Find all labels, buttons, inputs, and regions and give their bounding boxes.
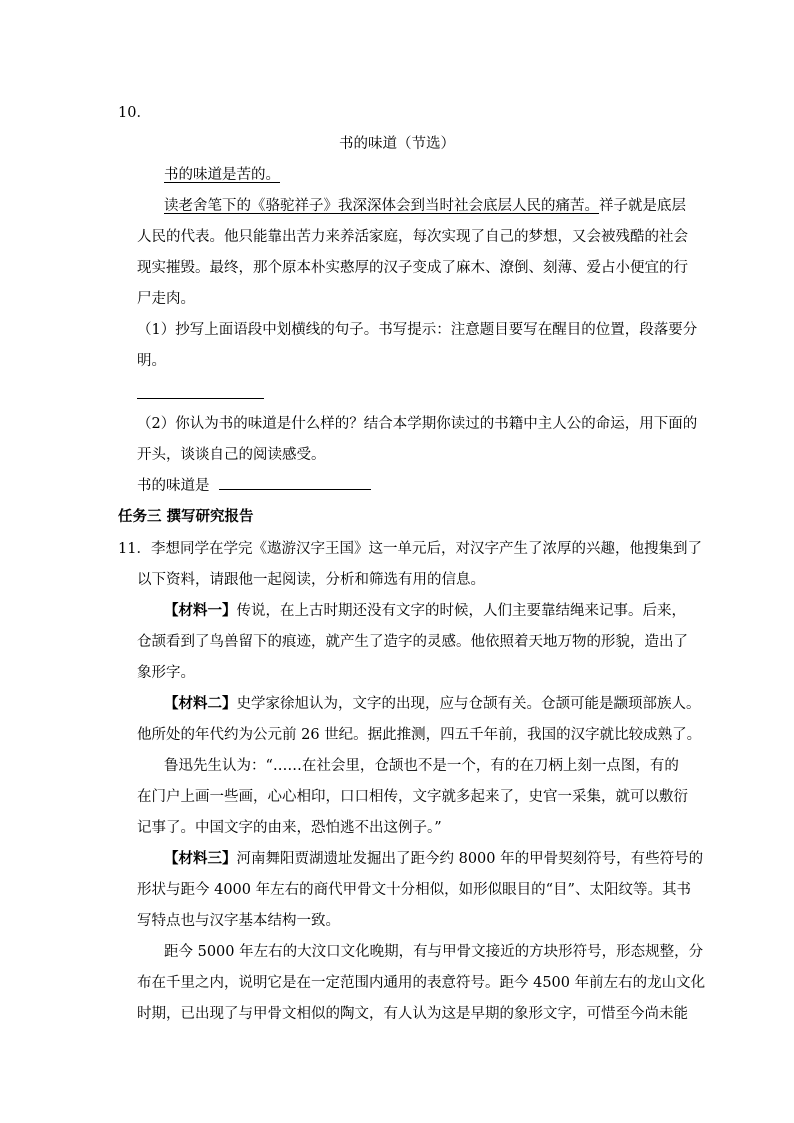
luxun-quote-line1: 鲁迅先生认为：“……在社会里，仓颉也不是一个，有的在刀柄上刻一点图，有的 [164,758,679,774]
passage-title: 书的味道（节选） [339,136,455,152]
passage-p1-line1 [164,197,686,215]
luxun-quote-line3: 记事了。中国文字的由来，恐怕逃不出这例子。” [137,820,442,836]
material-2-line1: 【材料二】史学家徐旭认为，文字的出现，应与仓颉有关。仓颉可能是颛顼部族人。 [164,695,701,712]
answer-prompt: 书的味道是 [137,478,210,494]
subquestion-1-line1: （1）抄写上面语段中划横线的句子。书写提示：注意题目要写在醒目的位置，段落要分 [137,322,698,338]
material-1-label: 【材料一】 [164,602,237,619]
passage-first-line: 书的味道是苦的。 [164,167,280,183]
answer-blank[interactable] [219,489,371,490]
paragraph-line1: 距今 5000 年左右的大汶口文化晚期，有与甲骨文接近的方块形符号，形态规整，分 [164,944,704,960]
subquestion-2-line1: （2）你认为书的味道是什么样的？结合本学期你读过的书籍中主人公的命运，用下面的 [137,416,698,432]
material-1-line1: 【材料一】传说，在上古时期还没有文字的时候，人们主要靠结绳来记事。后来， [164,602,686,619]
underlined-sentence: 读老舍笔下的《骆驼祥子》我深深体会到当时社会底层人民的痛苦。 [164,198,599,214]
material-3-line3: 写特点也与汉字基本结构一致。 [137,913,340,929]
answer-prompt-row [137,477,371,495]
passage-p1-line2: 人民的代表。他只能靠出苦力来养活家庭，每次实现了自己的梦想，又会被残酷的社会 [137,229,688,245]
material-1-line3: 象形字。 [137,665,195,681]
passage-p1-line3: 现实摧毁。最终，那个原本朴实憨厚的汉子变成了麻木、潦倒、刻薄、爱占小便宜的行 [137,260,688,276]
question-11-line2: 以下资料，请跟他一起阅读，分析和筛选有用的信息。 [137,572,485,588]
material-2-line2: 他所处的年代约为公元前 26 世纪。据此推测，四五千年前，我国的汉字就比较成熟了。 [137,727,702,743]
answer-line-1[interactable] [137,398,264,399]
task-3-heading: 任务三 撰写研究报告 [118,508,254,525]
paragraph-line2: 布在千里之内，说明它是在一定范围内通用的表意符号。距今 4500 年前左右的龙山文化 [137,975,706,991]
material-3-label: 【材料三】 [164,850,237,867]
subquestion-1-line2: 明。 [137,353,166,369]
question-11-line1: 11．李想同学在学完《遨游汉字王国》这一单元后，对汉字产生了浓厚的兴趣，他搜集到了 [118,541,702,557]
material-3-line1: 【材料三】河南舞阳贾湖遗址发掘出了距今约 8000 年的甲骨契刻符号，有些符号的 [164,850,704,867]
p1-rest: 祥子就是底层 [599,198,686,214]
question-number-10: 10． [118,105,151,121]
material-2-label: 【材料二】 [164,695,237,712]
paragraph-line3: 时期，已出现了与甲骨文相似的陶文，有人认为这是早期的象形文字，可惜至今尚未能 [137,1006,688,1022]
luxun-quote-line2: 在门户上画一些画，心心相印，口口相传，文字就多起来了，史官一采集，就可以敷衍 [137,789,688,805]
passage-p1-line4: 尸走肉。 [137,291,195,307]
material-3-line2: 形状与距今 4000 年左右的商代甲骨文十分相似，如形似眼目的“目”、太阳纹等。其书 [137,882,691,898]
subquestion-2-line2: 开头，谈谈自己的阅读感受。 [137,447,326,463]
material-1-line2: 仓颉看到了鸟兽留下的痕迹，就产生了造字的灵感。他依照着天地万物的形貌，造出了 [137,634,688,650]
